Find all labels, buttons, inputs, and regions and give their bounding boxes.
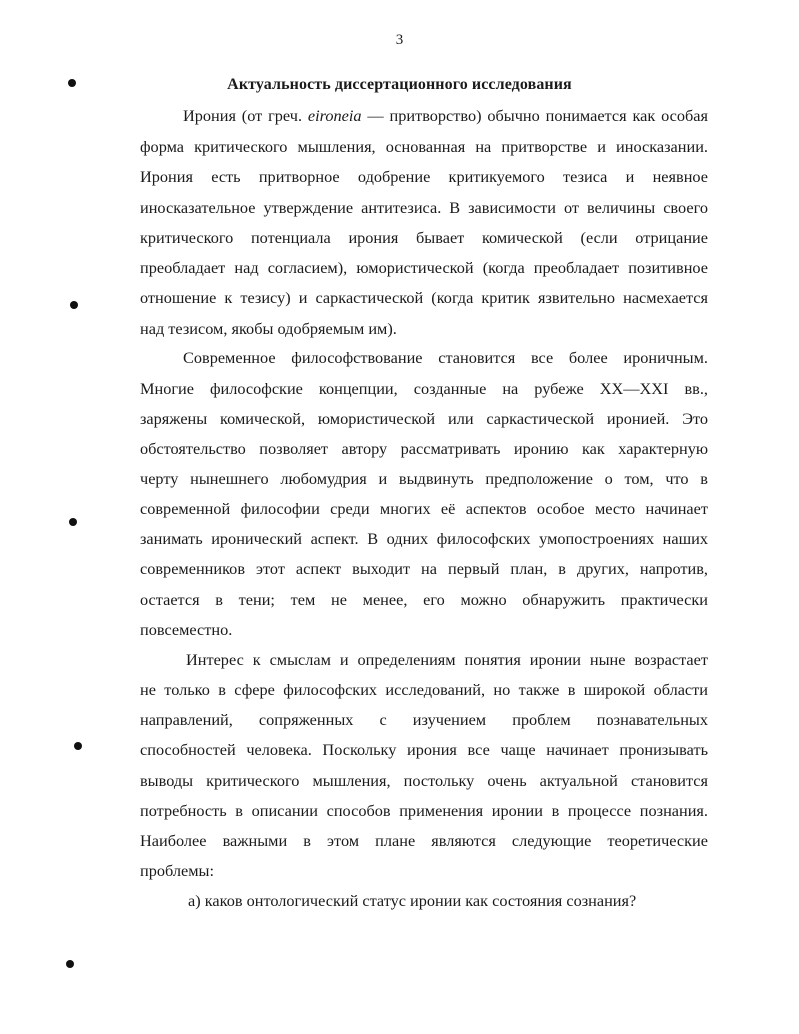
punch-hole <box>68 79 76 87</box>
text-line: обстоятельство позволяет автору рассматривать иронию как характерную <box>140 439 708 458</box>
text-line: преобладает над согласием), юмористической (когда преобладает позитивное <box>140 258 708 277</box>
punch-hole <box>66 960 74 968</box>
text-line: Современное философствование становится все более ироничным. <box>183 348 708 367</box>
text-line: заряжены комической, юмористической или саркастической иронией. Это <box>140 409 708 428</box>
text-line: современников этот аспект выходит на первый план, в других, напротив, <box>140 559 708 578</box>
text-line: остается в тени; тем не менее, его можно обнаружить практически <box>140 590 708 609</box>
list-item: а) каков онтологический статус иронии как состояния сознания? <box>188 891 637 910</box>
text-line: способностей человека. Поскольку ирония все чаще начинает пронизывать <box>140 740 708 759</box>
text-line: проблемы: <box>140 861 214 880</box>
text-line: повсеместно. <box>140 620 233 639</box>
text-line: критического потенциала ирония бывает комической (если отрицание <box>140 228 708 247</box>
text-line: потребность в описании способов применения иронии в процессе познания. <box>140 801 708 820</box>
text-line: Ирония есть притворное одобрение критикуемого тезиса и неявное <box>140 167 708 186</box>
text-line: Многие философские концепции, созданные на рубеже XX—XXI вв., <box>140 379 708 398</box>
text-line: не только в сфере философских исследований, но также в широкой области <box>140 680 708 699</box>
text-line: Наиболее важными в этом плане являются следующие теоретические <box>140 831 708 850</box>
text-line: Ирония (от греч. eironeia — притворство) обычно понимается как особая <box>183 106 709 125</box>
text-line: занимать иронический аспект. В одних философских умопостроениях наших <box>140 529 708 548</box>
text-line: отношение к тезису) и саркастической (когда критик язвительно насмехается <box>140 288 708 307</box>
punch-hole <box>74 742 82 750</box>
text-line: направлений, сопряженных с изучением проблем познавательных <box>140 710 708 729</box>
page-number: 3 <box>395 32 404 48</box>
text-line: современной философии среди многих её аспектов особое место начинает <box>140 499 708 518</box>
text-line: Интерес к смыслам и определениям понятия иронии ныне возрастает <box>186 650 708 669</box>
text-line: черту нынешнего любомудрия и выдвинуть предположение о том, что в <box>140 469 708 488</box>
section-heading: Актуальность диссертационного исследования <box>227 76 572 93</box>
punch-hole <box>70 301 78 309</box>
text-line: выводы критического мышления, постольку очень актуальной становится <box>140 771 708 790</box>
text-line: форма критического мышления, основанная на притворстве и иносказании. <box>140 137 708 156</box>
text-line: над тезисом, якобы одобряемым им). <box>140 319 397 338</box>
punch-hole <box>69 518 77 526</box>
text-line: иносказательное утверждение антитезиса. В зависимости от величины своего <box>140 198 708 217</box>
